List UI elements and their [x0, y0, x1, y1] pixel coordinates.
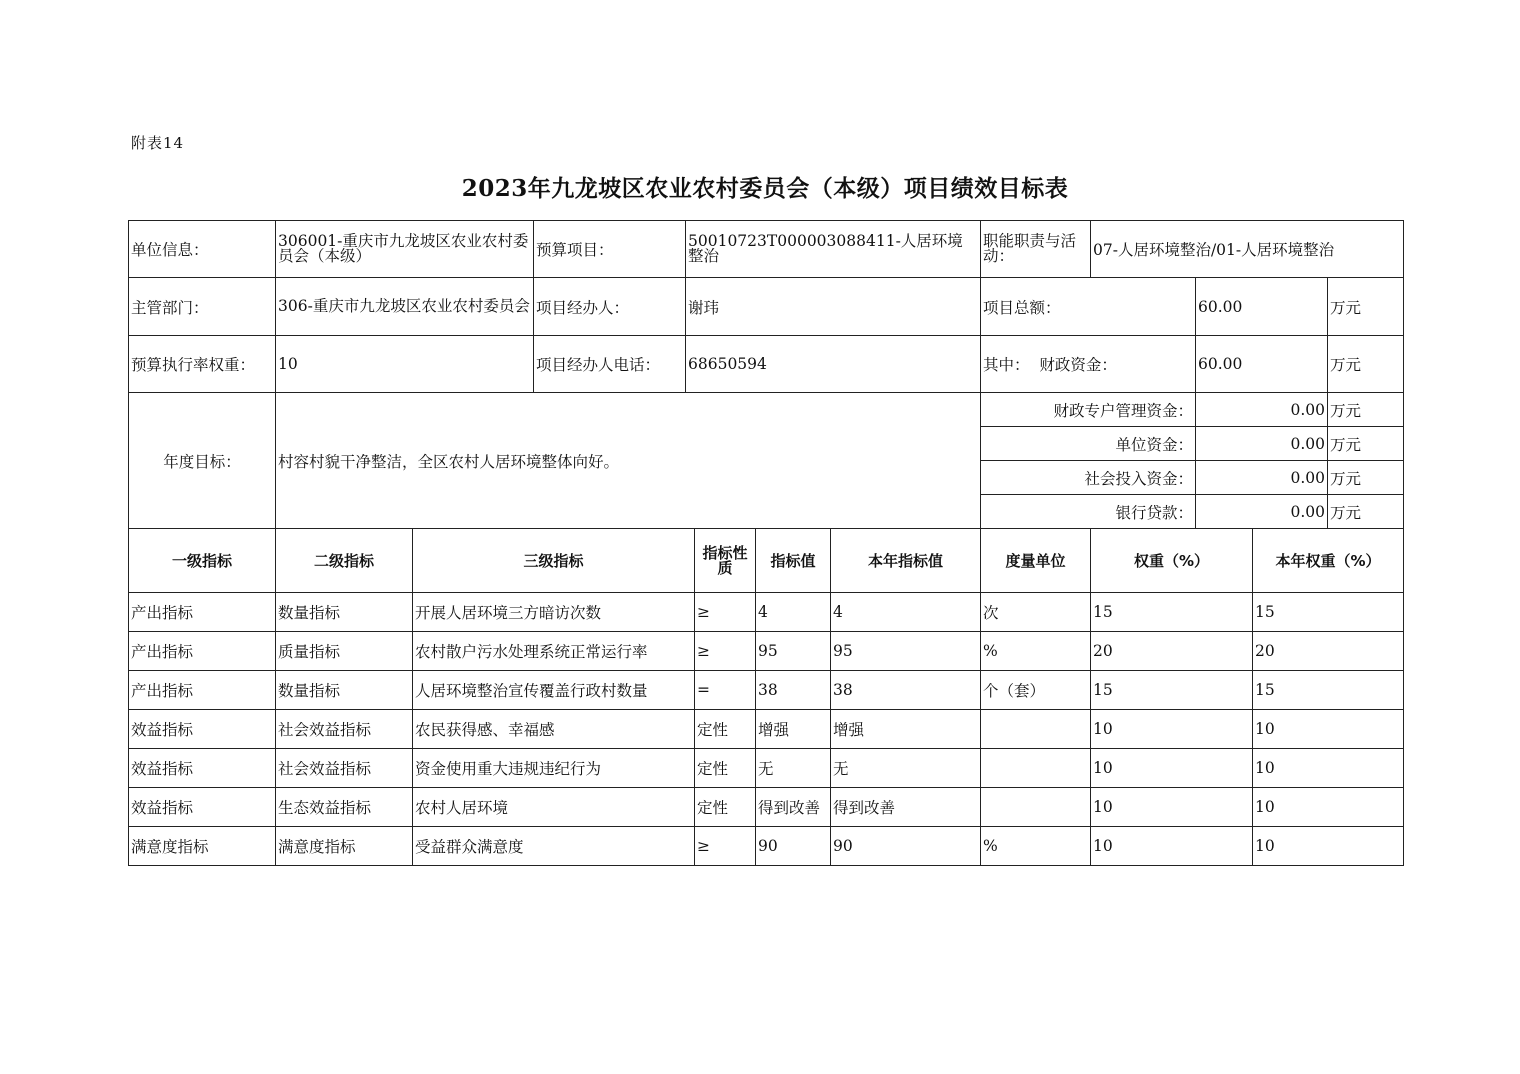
cell-unit	[981, 710, 1091, 749]
phone-value: 68650594	[686, 336, 981, 393]
total-value: 60.00	[1196, 278, 1328, 336]
bank-loan-unit: 万元	[1328, 495, 1404, 529]
cell-level2: 质量指标	[276, 632, 413, 671]
cell-weight: 10	[1091, 710, 1253, 749]
cell-level1: 满意度指标	[129, 827, 276, 866]
manager-value: 谢玮	[686, 278, 981, 336]
cell-level1: 产出指标	[129, 671, 276, 710]
header-level1: 一级指标	[129, 529, 276, 593]
cell-level1: 效益指标	[129, 710, 276, 749]
cell-weight: 10	[1091, 827, 1253, 866]
self-fund-label: 单位资金：	[981, 427, 1196, 461]
cell-level3: 农村散户污水处理系统正常运行率	[413, 632, 695, 671]
bank-loan-value: 0.00	[1196, 495, 1328, 529]
cell-value: 4	[756, 593, 831, 632]
table-row	[129, 632, 1404, 671]
dept-value: 306-重庆市九龙坡区农业农村委员会	[276, 278, 534, 336]
cell-year-weight: 15	[1253, 593, 1404, 632]
table-row	[129, 710, 1404, 749]
cell-level3: 受益群众满意度	[413, 827, 695, 866]
cell-year-value: 95	[831, 632, 981, 671]
unit-info-label: 单位信息：	[129, 221, 276, 278]
fiscal-unit: 万元	[1328, 336, 1404, 393]
special-fund-unit: 万元	[1328, 393, 1404, 427]
social-fund-label: 社会投入资金：	[981, 461, 1196, 495]
cell-year-weight: 10	[1253, 788, 1404, 827]
phone-label: 项目经办人电话：	[534, 336, 686, 393]
cell-value: 90	[756, 827, 831, 866]
project-info-table	[128, 220, 1404, 529]
cell-unit: %	[981, 827, 1091, 866]
cell-unit: %	[981, 632, 1091, 671]
annual-goal-value: 村容村貌干净整洁，全区农村人居环境整体向好。	[276, 393, 981, 529]
special-fund-label: 财政专户管理资金：	[981, 393, 1196, 427]
cell-nature: 定性	[695, 788, 756, 827]
cell-level1: 效益指标	[129, 749, 276, 788]
cell-weight: 15	[1091, 671, 1253, 710]
budget-project-label: 预算项目：	[534, 221, 686, 278]
fiscal-label: 其中： 财政资金：	[981, 336, 1196, 393]
cell-year-value: 90	[831, 827, 981, 866]
table-row	[129, 593, 1404, 632]
table-row	[129, 749, 1404, 788]
cell-unit	[981, 749, 1091, 788]
cell-level3: 人居环境整治宣传覆盖行政村数量	[413, 671, 695, 710]
unit-info-value: 306001-重庆市九龙坡区农业农村委员会（本级）	[276, 221, 534, 278]
cell-level2: 数量指标	[276, 593, 413, 632]
cell-year-value: 38	[831, 671, 981, 710]
cell-level2: 满意度指标	[276, 827, 413, 866]
cell-value: 95	[756, 632, 831, 671]
header-weight: 权重（%）	[1091, 529, 1253, 593]
cell-nature: 定性	[695, 749, 756, 788]
cell-level3: 资金使用重大违规违纪行为	[413, 749, 695, 788]
function-label: 职能职责与活动：	[981, 221, 1091, 278]
cell-unit: 个（套）	[981, 671, 1091, 710]
self-fund-value: 0.00	[1196, 427, 1328, 461]
cell-level2: 社会效益指标	[276, 710, 413, 749]
cell-unit	[981, 788, 1091, 827]
table-row	[129, 827, 1404, 866]
cell-level3: 农民获得感、幸福感	[413, 710, 695, 749]
header-level2: 二级指标	[276, 529, 413, 593]
cell-level1: 产出指标	[129, 593, 276, 632]
cell-year-value: 无	[831, 749, 981, 788]
cell-nature: ≥	[695, 632, 756, 671]
cell-year-weight: 10	[1253, 749, 1404, 788]
indicator-table	[128, 528, 1404, 866]
cell-weight: 20	[1091, 632, 1253, 671]
social-fund-value: 0.00	[1196, 461, 1328, 495]
header-level3: 三级指标	[413, 529, 695, 593]
cell-unit: 次	[981, 593, 1091, 632]
cell-nature: ≥	[695, 827, 756, 866]
cell-level3: 开展人居环境三方暗访次数	[413, 593, 695, 632]
rate-weight-value: 10	[276, 336, 534, 393]
cell-level2: 社会效益指标	[276, 749, 413, 788]
cell-value: 增强	[756, 710, 831, 749]
cell-level3: 农村人居环境	[413, 788, 695, 827]
cell-nature: =	[695, 671, 756, 710]
page-title: 2023年九龙坡区农业农村委员会（本级）项目绩效目标表	[461, 175, 1069, 202]
function-value: 07-人居环境整治/01-人居环境整治	[1091, 221, 1404, 278]
cell-value: 无	[756, 749, 831, 788]
cell-year-weight: 10	[1253, 710, 1404, 749]
manager-label: 项目经办人：	[534, 278, 686, 336]
cell-year-value: 增强	[831, 710, 981, 749]
annex-label: 附表14	[131, 134, 185, 152]
cell-year-weight: 15	[1253, 671, 1404, 710]
cell-level1: 效益指标	[129, 788, 276, 827]
self-fund-unit: 万元	[1328, 427, 1404, 461]
total-label: 项目总额：	[981, 278, 1196, 336]
cell-level2: 生态效益指标	[276, 788, 413, 827]
cell-level1: 产出指标	[129, 632, 276, 671]
bank-loan-label: 银行贷款：	[981, 495, 1196, 529]
header-nature: 指标性质	[695, 529, 756, 593]
cell-year-value: 得到改善	[831, 788, 981, 827]
rate-weight-label: 预算执行率权重：	[129, 336, 276, 393]
cell-value: 得到改善	[756, 788, 831, 827]
cell-weight: 15	[1091, 593, 1253, 632]
special-fund-value: 0.00	[1196, 393, 1328, 427]
dept-label: 主管部门：	[129, 278, 276, 336]
social-fund-unit: 万元	[1328, 461, 1404, 495]
cell-level2: 数量指标	[276, 671, 413, 710]
cell-nature: ≥	[695, 593, 756, 632]
cell-year-value: 4	[831, 593, 981, 632]
header-unit: 度量单位	[981, 529, 1091, 593]
header-year-weight: 本年权重（%）	[1253, 529, 1404, 593]
annual-goal-label: 年度目标：	[129, 393, 276, 529]
header-value: 指标值	[756, 529, 831, 593]
header-year-value: 本年指标值	[831, 529, 981, 593]
budget-project-value: 50010723T000003088411-人居环境整治	[686, 221, 981, 278]
cell-weight: 10	[1091, 788, 1253, 827]
table-row	[129, 671, 1404, 710]
cell-year-weight: 20	[1253, 632, 1404, 671]
total-unit: 万元	[1328, 278, 1404, 336]
table-row	[129, 788, 1404, 827]
cell-value: 38	[756, 671, 831, 710]
indicator-header-row	[129, 529, 1404, 593]
cell-nature: 定性	[695, 710, 756, 749]
fiscal-value: 60.00	[1196, 336, 1328, 393]
cell-year-weight: 10	[1253, 827, 1404, 866]
cell-weight: 10	[1091, 749, 1253, 788]
